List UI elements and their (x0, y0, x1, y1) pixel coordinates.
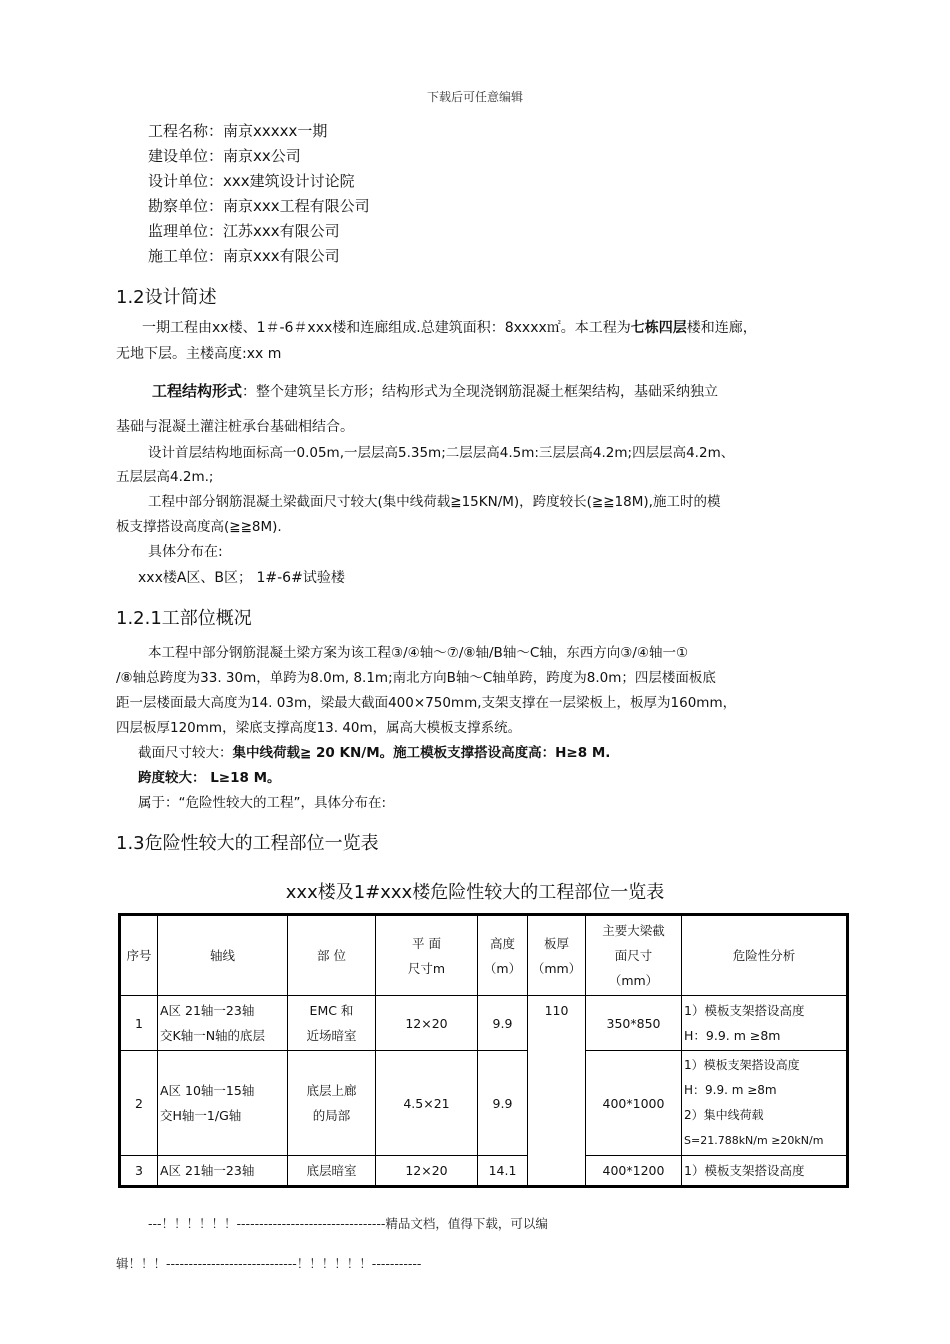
paragraph: 工程结构形式：整个建筑呈长方形；结构形式为全现浇钢筋混凝土框架结构，基础采纳独立 (152, 382, 719, 400)
table-row (120, 1156, 848, 1187)
header-cell: 危险性分析 (682, 915, 848, 996)
paragraph: 工程中部分钢筋混凝土梁截面尺寸较大(集中线荷载≧15KN/M)，跨度较长(≧≧18M),施工时的模 (148, 494, 721, 510)
cell: 1）模板支架搭设高度 H：9.9. m ≥8m (682, 996, 848, 1051)
header-cell: 部 位 (288, 915, 376, 996)
header-cell: 序号 (120, 915, 158, 996)
supervision-unit: 监理单位：江苏xxx有限公司 (148, 222, 340, 240)
cell: EMC 和 近场暗室 (288, 996, 376, 1051)
paragraph: 设计首层结构地面标高一0.05m,一层层高5.35m;二层层高4.5m:三层层高4.2m;四层层高4.2m、 (148, 445, 735, 461)
cell: 14.1 (478, 1156, 528, 1187)
section-heading-1-2: 1.2设计简述 (116, 287, 217, 308)
paragraph: 基础与混凝土灌注桩承台基础相结合。 (116, 419, 354, 435)
header-cell: 主要大梁截 面尺寸 （mm） (586, 915, 682, 996)
cell: A区 21轴一23轴 交K轴一N轴的底层 (158, 996, 288, 1051)
cell: 9.9 (478, 1051, 528, 1156)
cell: 350*850 (586, 996, 682, 1051)
cell: 1 (120, 996, 158, 1051)
project-name: 工程名称：南京xxxxx一期 (148, 122, 328, 140)
paragraph: 四层板厚120mm，梁底支撑高度13. 40m，属高大模板支撑系统。 (116, 720, 522, 736)
survey-unit: 勘察单位：南京xxx工程有限公司 (148, 197, 370, 215)
table-row (120, 996, 848, 1051)
section-heading-1-3: 1.3危险性较大的工程部位一览表 (116, 833, 379, 854)
cell: 3 (120, 1156, 158, 1187)
builder-unit: 施工单位：南京xxx有限公司 (148, 247, 340, 265)
cell: 2 (120, 1051, 158, 1156)
paragraph: 属于：“危险性较大的工程”，具体分布在: (138, 795, 387, 811)
cell: 4.5×21 (376, 1051, 478, 1156)
paragraph: /⑧轴总跨度为33. 30m，单跨为8.0m, 8.1m;南北方向B轴～C轴单跨，跨度为8.0m；四层楼面板底 (116, 670, 716, 686)
design-unit: 设计单位：xxx建筑设计讨论院 (148, 172, 355, 190)
cell: 12×20 (376, 1156, 478, 1187)
header-cell: 轴线 (158, 915, 288, 996)
cell: 400*1200 (586, 1156, 682, 1187)
cell: 底层上廊 的局部 (288, 1051, 376, 1156)
table-header-row (120, 915, 848, 996)
cell: 110 (528, 996, 586, 1187)
cell: 400*1000 (586, 1051, 682, 1156)
cell: 1）模板支架搭设高度 (682, 1156, 848, 1187)
header-cell: 板厚 （mm） (528, 915, 586, 996)
paragraph: 五层层高4.2m.; (116, 469, 214, 485)
paragraph: 一期工程由xx楼、1＃-6＃xxx楼和连廊组成.总建筑面积：8xxxx㎡。本工程为七栋四层楼和连廊， (142, 320, 757, 336)
cell: 底层暗室 (288, 1156, 376, 1187)
table-title: xxx楼及1#xxx楼危险性较大的工程部位一览表 (285, 882, 665, 903)
table-row (120, 1051, 848, 1156)
footer-line: ---！！！！！！---------------------------------精品文档，值得下载，可以编 (148, 1216, 548, 1231)
paragraph: 距一层楼面最大高度为14. 03m，梁最大截面400×750mm,支架支撑在一层梁板上，板厚为160mm， (116, 695, 737, 711)
footer-line: 辑！！！-----------------------------！！！！！！----------- (116, 1256, 422, 1271)
paragraph: 板支撑搭设高度高(≧≧8M). (116, 519, 282, 535)
paragraph: xxx楼A区、B区； 1#-6#试验楼 (138, 570, 345, 586)
paragraph: 本工程中部分钢筋混凝土梁方案为该工程③/④轴～⑦/⑧轴/B轴～C轴，东西方向③/④轴一① (148, 645, 689, 661)
cell: 12×20 (376, 996, 478, 1051)
paragraph: 截面尺寸较大：集中线荷载≧ 20 KN/M。施工模板支撑搭设高度高：H≥8 M. (138, 745, 611, 761)
paragraph: 具体分布在: (148, 544, 223, 560)
cell: A区 21轴一23轴 (158, 1156, 288, 1187)
cell: 9.9 (478, 996, 528, 1051)
paragraph: 跨度较大： L≥18 M。 (138, 770, 281, 786)
hazard-table (118, 913, 849, 1188)
paragraph: 无地下层。主楼高度:xx m (116, 346, 282, 362)
header-cell: 高度 （m） (478, 915, 528, 996)
header-cell: 平 面 尺寸m (376, 915, 478, 996)
section-heading-1-2-1: 1.2.1工部位概况 (116, 608, 252, 629)
cell: 1）模板支架搭设高度 H：9.9. m ≥8m 2）集中线荷载 S=21.788kN/m ≥20kN/m (682, 1051, 848, 1156)
cell: A区 10轴一15轴 交H轴一1/G轴 (158, 1051, 288, 1156)
page-header: 下载后可任意编辑 (426, 90, 523, 104)
construction-unit: 建设单位：南京xx公司 (148, 147, 301, 165)
